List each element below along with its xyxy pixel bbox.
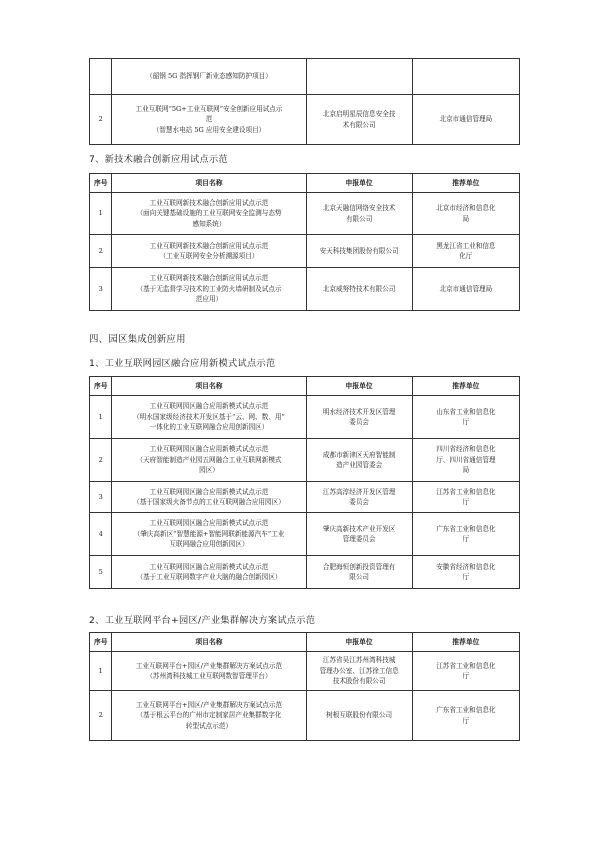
header-row (90, 377, 520, 396)
col-header-rec: 推荐单位 (412, 174, 519, 193)
cell-applicant (306, 439, 412, 482)
section-heading-4-1: 1、工业互联网园区融合应用新模式试点示范 (89, 358, 276, 369)
cell-project-name (112, 439, 306, 482)
cell-line: 厅 (462, 672, 470, 680)
cell-no: 5 (90, 556, 112, 589)
cell-line: 管理委员会 (342, 535, 376, 543)
table-body (90, 193, 520, 311)
cell-line: 厅 (462, 716, 470, 725)
cell-line: 北京威努特技术有限公司 (322, 284, 396, 293)
cell-recommender (412, 482, 519, 513)
cell-applicant (306, 235, 412, 268)
cell-project-name (112, 482, 306, 513)
cell-project-name (112, 513, 306, 556)
cell-line: 工业互联网园区融合应用新模式试点示范 (149, 519, 269, 528)
cell-line: 工业互联网新技术融合创新应用试点示范 (149, 241, 269, 250)
cell-line: 厅 (462, 573, 470, 581)
cell-applicant (306, 396, 412, 439)
cell-no: 2 (90, 439, 112, 482)
table-row (90, 396, 520, 439)
cell-recommender (412, 513, 519, 556)
cell-line: 北京市经济和信息化 (436, 204, 496, 212)
cell-line: （智慧水电站 5G 应用安全建设项目） (152, 125, 266, 134)
col-header-unit: 申报单位 (306, 633, 412, 652)
cell-line: （肇庆高新区“智慧能源+智能网联新能源汽车”工业 (133, 529, 285, 538)
cell-project-name (112, 235, 306, 268)
cell-line: 江苏省吴江苏州湾科技城 (322, 656, 396, 665)
cell-line: （苏州湾科技城工业互联网数智管理平台） (146, 672, 272, 680)
table-new-tech (89, 173, 520, 311)
table-row (90, 556, 520, 589)
cell-line: 江苏高淳经济开发区管理 (322, 487, 396, 496)
cell-project-name (112, 396, 306, 439)
cell-line: 肇庆高新技术产业开发区 (322, 524, 396, 533)
cell-no: 2 (90, 691, 112, 741)
cell-line: 工业互联网“5G+工业互联网”安全创新应用试点示 (135, 104, 283, 113)
cell-line: （面向关键基础设施的工业互联网安全监测与态势 (136, 209, 282, 218)
table-row (90, 482, 520, 513)
table-row (90, 691, 520, 741)
cell-line: 范 (205, 115, 213, 124)
cell-line: 局 (462, 214, 470, 223)
table-body (90, 652, 520, 741)
table-body (90, 59, 520, 145)
table-row (90, 95, 520, 145)
col-header-no: 序号 (90, 377, 112, 396)
cell-applicant (306, 95, 412, 145)
cell-line: 范应用） (195, 295, 223, 304)
table-row (90, 268, 520, 311)
cell-line: （基于国家级火备节点的工业互联网融合应用园区） (133, 498, 285, 506)
table-header (90, 377, 520, 396)
cell-no: 1 (90, 193, 112, 235)
cell-no: 1 (90, 652, 112, 691)
col-header-unit: 申报单位 (306, 174, 412, 193)
cell-line: 北京市通信管理局 (439, 284, 493, 293)
cell-applicant (306, 556, 412, 589)
cell-no: 3 (90, 482, 112, 513)
col-header-rec: 推荐单位 (412, 633, 519, 652)
section-heading-7: 7、新技术融合创新应用试点示范 (89, 154, 228, 165)
cell-recommender (412, 95, 519, 145)
cell-no: 3 (90, 268, 112, 311)
cell-project-name (112, 95, 306, 145)
cell-line: 工业互联网园区融合应用新模式试点示范 (149, 487, 269, 496)
cell-line: 明水经济技术开发区管理 (322, 407, 396, 416)
cell-project-name (112, 193, 306, 235)
table-5g-security (89, 58, 520, 145)
col-header-rec: 推荐单位 (412, 377, 519, 396)
cell-line: 厅 (462, 535, 470, 543)
cell-line: 厅、四川省通信管理 (436, 455, 496, 464)
cell-line: 技术股份有限公司 (332, 677, 386, 686)
cell-line: （明水国家级经济技术开发区基于“云、网、数、用” (133, 412, 285, 421)
cell-no (90, 59, 112, 95)
cell-line: 厅 (462, 418, 470, 426)
cell-line: （基于根云平台的广州市定制家居产业集群数字化 (136, 711, 282, 720)
col-header-name: 项目名称 (112, 633, 306, 652)
table-row (90, 193, 520, 235)
cell-line: 厅 (462, 498, 470, 506)
cell-line: 安徽省经济和信息化 (436, 562, 496, 571)
table-header (90, 633, 520, 652)
cell-line: 术有限公司 (342, 120, 376, 129)
cell-project-name (112, 268, 306, 311)
col-header-unit: 申报单位 (306, 377, 412, 396)
cell-line: （基于无监督学习技术的工业防火墙研制及试点示 (136, 284, 282, 293)
cell-line: 四川省经济和信息化 (436, 445, 496, 454)
cell-line: （基于工业互联网数字产业大脑的融合创新园区） (136, 573, 282, 581)
cell-line: 树根互联股份有限公司 (326, 711, 393, 720)
cell-applicant (306, 59, 412, 95)
cell-line: 园区） (199, 466, 219, 475)
table-row (90, 235, 520, 268)
cell-line: 合肥海恒创新投资管理有 (322, 562, 396, 571)
header-row (90, 174, 520, 193)
header-row (90, 633, 520, 652)
cell-project-name (112, 59, 306, 95)
cell-recommender (412, 235, 519, 268)
cell-line: 工业互联网园区融合应用新模式试点示范 (149, 445, 269, 454)
col-header-name: 项目名称 (112, 174, 306, 193)
table-park-integration (89, 376, 520, 589)
table-row (90, 513, 520, 556)
cell-line: 化厅 (459, 252, 473, 260)
cell-line: 感知系统） (192, 219, 226, 228)
cell-line: 转型试点示范） (185, 721, 233, 730)
cell-no: 4 (90, 513, 112, 556)
cell-line: 工业互联网平台+园区/产业集群解决方案试点示范 (135, 700, 283, 709)
col-header-no: 序号 (90, 633, 112, 652)
cell-line: 管理办公室、江苏徐工信息 (319, 666, 399, 675)
cell-line: 广东省工业和信息化 (436, 706, 496, 714)
cell-line: 成都市新津区天府智能制 (322, 450, 396, 459)
cell-line: 江苏省工业和信息化 (436, 661, 496, 670)
table-row (90, 652, 520, 691)
table-body (90, 396, 520, 589)
cell-line: （韶钢 5G 指挥钢厂新业态感知防护项目） (146, 72, 272, 81)
cell-no: 1 (90, 396, 112, 439)
cell-applicant (306, 193, 412, 235)
cell-line: 北京市通信管理局 (439, 115, 493, 124)
cell-recommender (412, 556, 519, 589)
col-header-no: 序号 (90, 174, 112, 193)
cell-line: 北京启明星辰信息安全技 (322, 110, 396, 118)
table-header (90, 174, 520, 193)
cell-line: 广东省工业和信息化 (436, 524, 496, 533)
cell-applicant (306, 513, 412, 556)
cell-line: 互联网融合应用创新园区） (169, 540, 249, 549)
cell-recommender (412, 59, 519, 95)
cell-applicant (306, 268, 412, 311)
cell-line: 委员会 (349, 498, 370, 506)
cell-recommender (412, 396, 519, 439)
table-platform-cluster (89, 632, 520, 741)
cell-line: 工业互联网园区融合应用新模式试点示范 (149, 562, 269, 571)
section-heading-4-2: 2、工业互联网平台+园区/产业集群解决方案试点示范 (89, 615, 316, 626)
cell-applicant (306, 691, 412, 741)
cell-project-name (112, 691, 306, 741)
cell-applicant (306, 652, 412, 691)
cell-line: 有限公司 (345, 214, 373, 223)
cell-recommender (412, 439, 519, 482)
cell-line: 造产业园管委会 (336, 461, 383, 469)
cell-line: 局 (462, 466, 470, 475)
cell-line: 工业互联网新技术融合创新应用试点示范 (149, 198, 269, 207)
table-row (90, 439, 520, 482)
cell-line: 安天科技集团股份有限公司 (319, 246, 399, 255)
cell-line: 黑龙江省工业和信息 (436, 241, 496, 250)
cell-no: 2 (90, 235, 112, 268)
cell-recommender (412, 193, 519, 235)
cell-recommender (412, 268, 519, 311)
table-row (90, 59, 520, 95)
cell-project-name (112, 556, 306, 589)
cell-no: 2 (90, 95, 112, 145)
cell-applicant (306, 482, 412, 513)
cell-line: 工业互联网平台+园区/产业集群解决方案试点示范 (135, 661, 283, 670)
cell-recommender (412, 691, 519, 741)
cell-line: 限公司 (349, 573, 370, 581)
section-heading-4: 四、园区集成创新应用 (89, 334, 186, 345)
cell-recommender (412, 652, 519, 691)
cell-line: （天府智能制造产业园五网融合工业互联网新模式 (136, 455, 282, 464)
cell-project-name (112, 652, 306, 691)
col-header-name: 项目名称 (112, 377, 306, 396)
cell-line: 山东省工业和信息化 (436, 407, 496, 416)
cell-line: （工业互联网安全分析溯源项目） (159, 252, 259, 260)
cell-line: 工业互联网园区融合应用新模式试点示范 (149, 402, 269, 411)
cell-line: 委员会 (349, 418, 370, 426)
cell-line: 工业互联网新技术融合创新应用试点示范 (149, 274, 269, 283)
cell-line: 北京天融信网络安全技术 (322, 204, 396, 212)
cell-line: 江苏省工业和信息化 (436, 487, 496, 496)
cell-line: 一体化的工业互联网融合应用创新园区） (149, 423, 269, 432)
